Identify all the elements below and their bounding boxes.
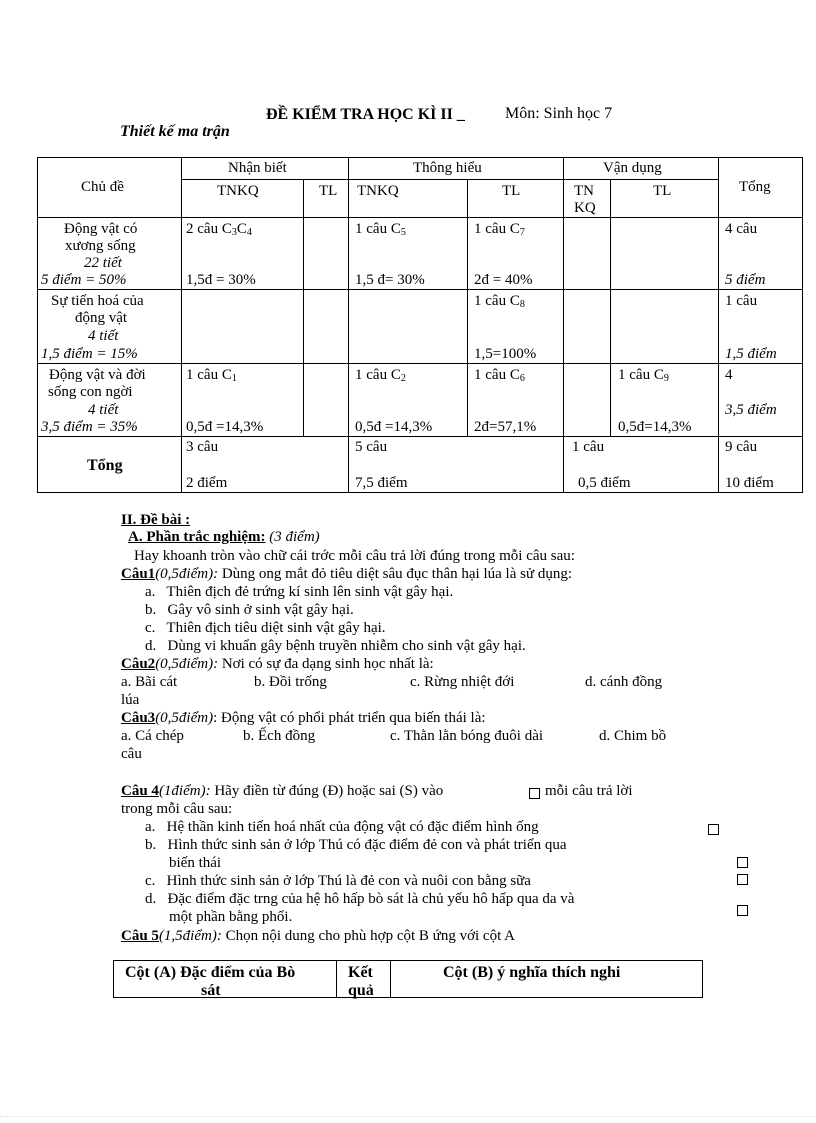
- total-all-pts: 10 điểm: [725, 475, 774, 491]
- q4-answer-box-c[interactable]: [737, 874, 748, 885]
- q2-option-b: b. Đồi trống: [254, 674, 327, 690]
- exam-title: ĐỀ KIỂM TRA HỌC KÌ II _: [266, 106, 465, 123]
- row1-th-tl: 1 câu $C_7$: [474, 221, 525, 238]
- row2-tiet: 4 tiết: [88, 328, 119, 344]
- q4-option-c: c. Hình thức sinh sản ở lớp Thú là đẻ con và nuôi con bằng sữa: [145, 873, 531, 889]
- row1-nb-tnkq: 2 câu $C_3C_4$: [186, 221, 252, 238]
- subject-label: Môn: Sinh học 7: [505, 105, 613, 122]
- q5-col-kq-header-1: Kết: [348, 964, 373, 981]
- row1-tiet: 22 tiết: [84, 255, 122, 271]
- row3-th-tl-pct: 2đ=57,1%: [474, 419, 537, 435]
- q3-option-b: b. Ếch đồng: [243, 728, 316, 744]
- q1-option-d: d. Dùng vi khuẩn gây bệnh truyền nhiễm cho sinh vật gây hại.: [145, 638, 526, 654]
- q3-option-d: d. Chim bồ: [599, 728, 667, 744]
- q3-option-a: a. Cá chép: [121, 728, 184, 744]
- row1-total-pts: 5 điểm: [725, 272, 766, 288]
- q4-answer-box-d[interactable]: [737, 905, 748, 916]
- header-van-dung: Vận dụng: [603, 160, 662, 176]
- header-vd-tl: TL: [653, 183, 672, 199]
- row1-total: 4 câu: [725, 221, 758, 237]
- header-nb-tl: TL: [319, 183, 338, 199]
- header-th-tnkq: TNKQ: [357, 183, 399, 199]
- q2-option-d-wrap: lúa: [121, 692, 140, 708]
- part-a-heading: A. Phần trắc nghiệm: (3 điểm): [128, 529, 320, 545]
- row3-vd-tl-pct: 0,5đ=14,3%: [618, 419, 692, 435]
- row2-diem: 1,5 điểm = 15%: [41, 346, 138, 362]
- row1-topic-2: xương sống: [65, 238, 136, 254]
- q4-option-d-wrap: một phần bằng phổi.: [169, 909, 293, 925]
- header-thong-hieu: Thông hiểu: [413, 160, 482, 176]
- row1-nb-tnkq-pct: 1,5đ = 30%: [186, 272, 256, 288]
- header-nb-tnkq: TNKQ: [217, 183, 259, 199]
- row1-th-tl-pct: 2đ = 40%: [474, 272, 533, 288]
- row3-nb-tnkq-pct: 0,5đ =14,3%: [186, 419, 264, 435]
- row3-vd-tl: 1 câu $C_9$: [618, 367, 669, 384]
- header-vd-tnkq-1: TN: [574, 183, 594, 199]
- q4-answer-box-b[interactable]: [737, 857, 748, 868]
- q2-option-d: d. cánh đồng: [585, 674, 663, 690]
- q4-option-a: a. Hệ thần kinh tiến hoá nhất của động vật có đặc điểm hình ống: [145, 819, 539, 835]
- row1-th-tnkq-pct: 1,5 đ= 30%: [355, 272, 425, 288]
- q4-answer-box-a[interactable]: [708, 824, 719, 835]
- row3-topic-2: sống con ngời: [48, 384, 133, 400]
- row2-topic-1: Sự tiến hoá của: [51, 293, 144, 309]
- row2-th-tl-pct: 1,5=100%: [474, 346, 537, 362]
- header-topic: Chủ đề: [81, 179, 124, 195]
- q4-stem: Câu 4(1điểm): Hãy điền từ đúng (Đ) hoặc sai (S) vào: [121, 783, 444, 799]
- q5-stem: Câu 5(1,5điểm): Chọn nội dung cho phù hợp cột B ứng với cột A: [121, 928, 515, 944]
- q3-option-d-wrap: câu: [121, 746, 142, 762]
- row3-total-pts: 3,5 điểm: [725, 402, 777, 418]
- q1-option-b: b. Gây vô sinh ở sinh vật gây hại.: [145, 602, 354, 618]
- row3-nb-tnkq: 1 câu $C_1$: [186, 367, 237, 384]
- q4-stem-cont: mỗi câu trả lời: [545, 783, 633, 799]
- row3-th-tnkq: 1 câu $C_2$: [355, 367, 406, 384]
- row1-topic-1: Động vật có: [64, 221, 138, 237]
- total-th-count: 5 câu: [355, 439, 388, 455]
- q4-option-b: b. Hình thức sinh sản ở lớp Thú có đặc điểm đẻ con và phát triển qua: [145, 837, 567, 853]
- row2-th-tl: 1 câu $C_8$: [474, 293, 525, 310]
- instruction-text: Hay khoanh tròn vào chữ cái trớc mỗi câu trả lời đúng trong mỗi câu sau:: [134, 548, 575, 564]
- q4-stem-checkbox: [529, 788, 540, 799]
- total-vd-count: 1 câu: [572, 439, 605, 455]
- total-nb-count: 3 câu: [186, 439, 219, 455]
- row3-th-tl: 1 câu $C_6$: [474, 367, 525, 384]
- total-th-pts: 7,5 điểm: [355, 475, 408, 491]
- q3-option-c: c. Thằn lằn bóng đuôi dài: [390, 728, 544, 744]
- row3-topic-1: Động vật và đời: [49, 367, 146, 383]
- row3-tiet: 4 tiết: [88, 402, 119, 418]
- header-vd-tnkq-2: KQ: [574, 200, 596, 216]
- section-heading: II. Đề bài :: [121, 512, 191, 528]
- header-nhan-biet: Nhận biết: [228, 160, 287, 176]
- q5-col-b-header: Cột (B) ý nghĩa thích nghi: [443, 964, 621, 981]
- header-tong: Tổng: [739, 179, 771, 195]
- row3-diem: 3,5 điểm = 35%: [41, 419, 138, 435]
- q3-stem: Câu3(0,5điểm): Động vật có phổi phát triển qua biến thái là:: [121, 710, 486, 726]
- q1-option-a: a. Thiên địch đẻ trứng kí sinh lên sinh vật gây hại.: [145, 584, 454, 600]
- row2-total: 1 câu: [725, 293, 758, 309]
- q1-option-c: c. Thiên địch tiêu diệt sinh vật gây hại.: [145, 620, 386, 636]
- q2-option-c: c. Rừng nhiệt đới: [410, 674, 515, 690]
- matrix-table: [37, 157, 802, 492]
- q5-col-kq-header-2: quả: [348, 982, 374, 999]
- row2-total-pts: 1,5 điểm: [725, 346, 777, 362]
- q2-stem: Câu2(0,5điểm): Nơi có sự đa dạng sinh học nhất là:: [121, 656, 434, 672]
- q5-col-a-header-1: Cột (A) Đặc điểm của Bò: [125, 964, 296, 981]
- row3-total: 4: [725, 367, 733, 383]
- total-nb-pts: 2 điểm: [186, 475, 228, 491]
- header-th-tl: TL: [502, 183, 521, 199]
- matrix-subtitle: Thiết kế ma trận: [120, 123, 230, 140]
- q5-col-a-header-2: sát: [201, 982, 221, 999]
- row2-topic-2: động vật: [75, 310, 128, 326]
- row1-diem: 5 điểm = 50%: [41, 272, 127, 288]
- total-all-count: 9 câu: [725, 439, 758, 455]
- q1-stem: Câu1(0,5điểm): Dùng ong mắt đỏ tiêu diệt sâu đục thân hại lúa là sử dụng:: [121, 566, 572, 582]
- q2-option-a: a. Bãi cát: [121, 674, 178, 690]
- q4-option-d: d. Đặc điểm đặc trng của hệ hô hấp bò sát là chủ yếu hô hấp qua da và: [145, 891, 575, 907]
- page-bottom-edge: [0, 1116, 816, 1117]
- q4-stem-line2: trong mỗi câu sau:: [121, 801, 233, 817]
- total-row-label: Tổng: [87, 457, 123, 474]
- row1-th-tnkq: 1 câu $C_5$: [355, 221, 406, 238]
- row3-th-tnkq-pct: 0,5đ =14,3%: [355, 419, 433, 435]
- total-vd-pts: 0,5 điểm: [578, 475, 631, 491]
- q4-option-b-wrap: biến thái: [169, 855, 222, 871]
